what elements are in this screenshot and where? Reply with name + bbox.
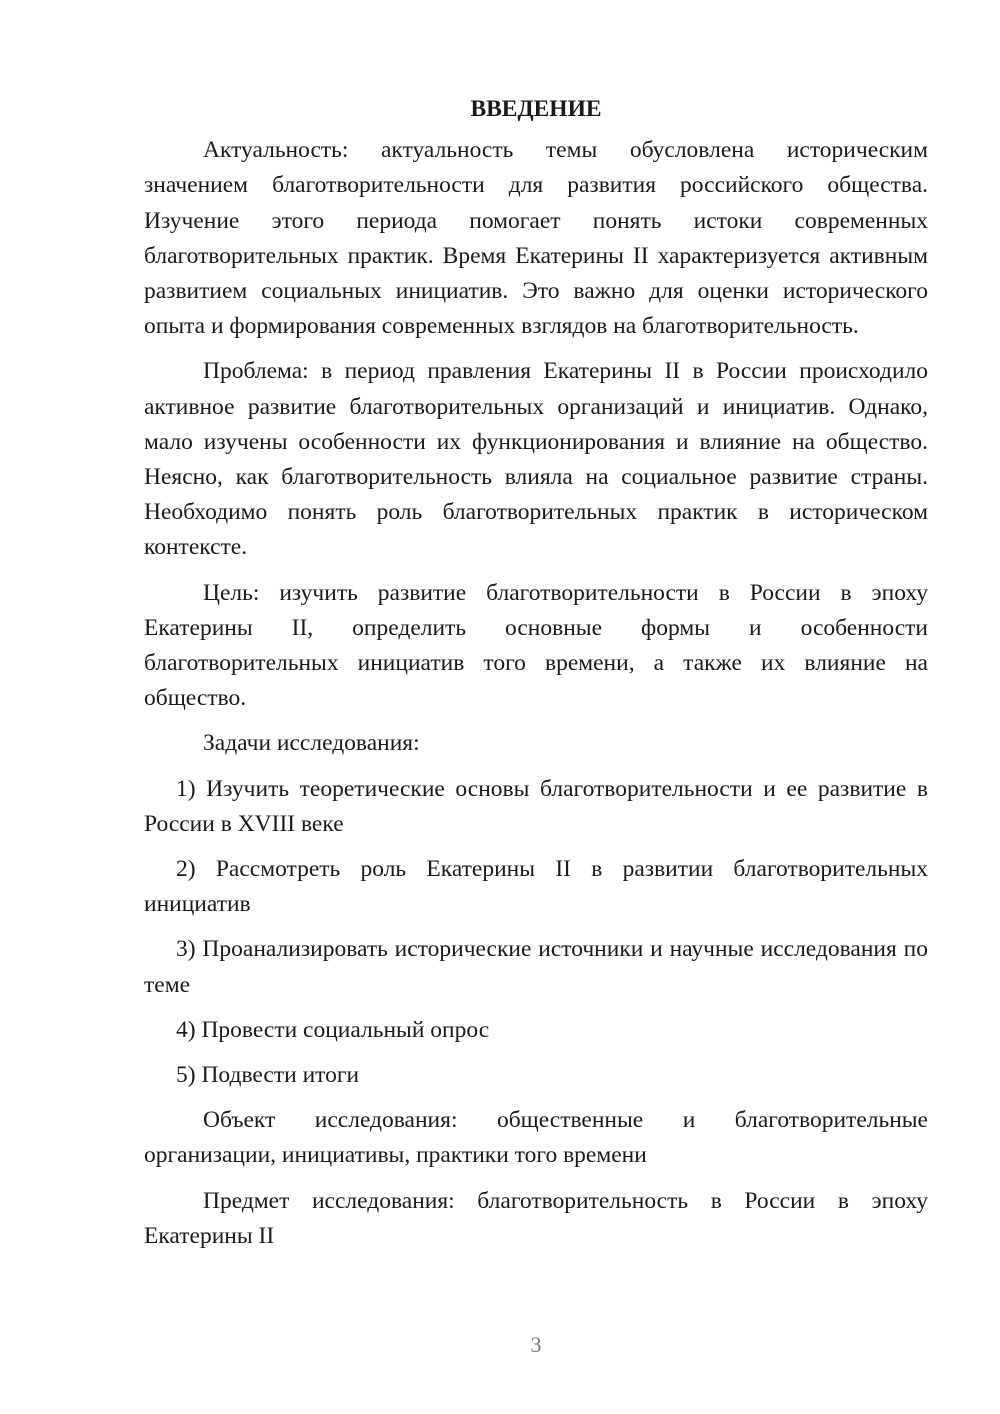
paragraph-relevance: Актуальность: актуальность темы обусловлена историческим значением благотворительности для развития российского общества. Изучение этого периода помогает понять истоки современных благотворительных практик. Время Екатерины II характеризуется активным развитием социальных инициатив. Это важно для оценки исторического опыта и формирования современных взглядов на благотворительность. (144, 137, 928, 340)
task-item-5: 5) Подвести итоги (176, 1062, 360, 1089)
section-title: ВВЕДЕНИЕ (470, 96, 602, 122)
task-item-1: 1) Изучить теоретические основы благотворительности и ее развитие в России в XVIII веке (144, 775, 928, 837)
task-item-3: 3) Проанализировать исторические источники и научные исследования по теме (144, 936, 928, 998)
paragraph-object: Объект исследования: общественные и благотворительные организации, инициативы, практики того времени (144, 1107, 928, 1169)
task-item-4: 4) Провести социальный опрос (176, 1016, 490, 1043)
tasks-heading: Задачи исследования: (203, 730, 420, 757)
paragraph-subject: Предмет исследования: благотворительность в России в эпоху Екатерины II (144, 1187, 928, 1249)
paragraph-problem: Проблема: в период правления Екатерины II в России происходило активное развитие благотворительных организаций и инициатив. Однако, мало изучены особенности их функционирования и влияние на общество. Неясно, как благотворительность влияла на социальное развитие страны. Необходимо понять роль благотворительных практик в историческом контексте. (144, 358, 928, 561)
task-item-2: 2) Рассмотреть роль Екатерины II в развитии благотворительных инициатив (144, 856, 928, 918)
paragraph-goal: Цель: изучить развитие благотворительности в России в эпоху Екатерины II, определить основные формы и особенности благотворительных инициатив того времени, а также их влияние на общество. (144, 579, 928, 712)
page-number: 3 (530, 1332, 542, 1357)
document-content (144, 92, 928, 1264)
